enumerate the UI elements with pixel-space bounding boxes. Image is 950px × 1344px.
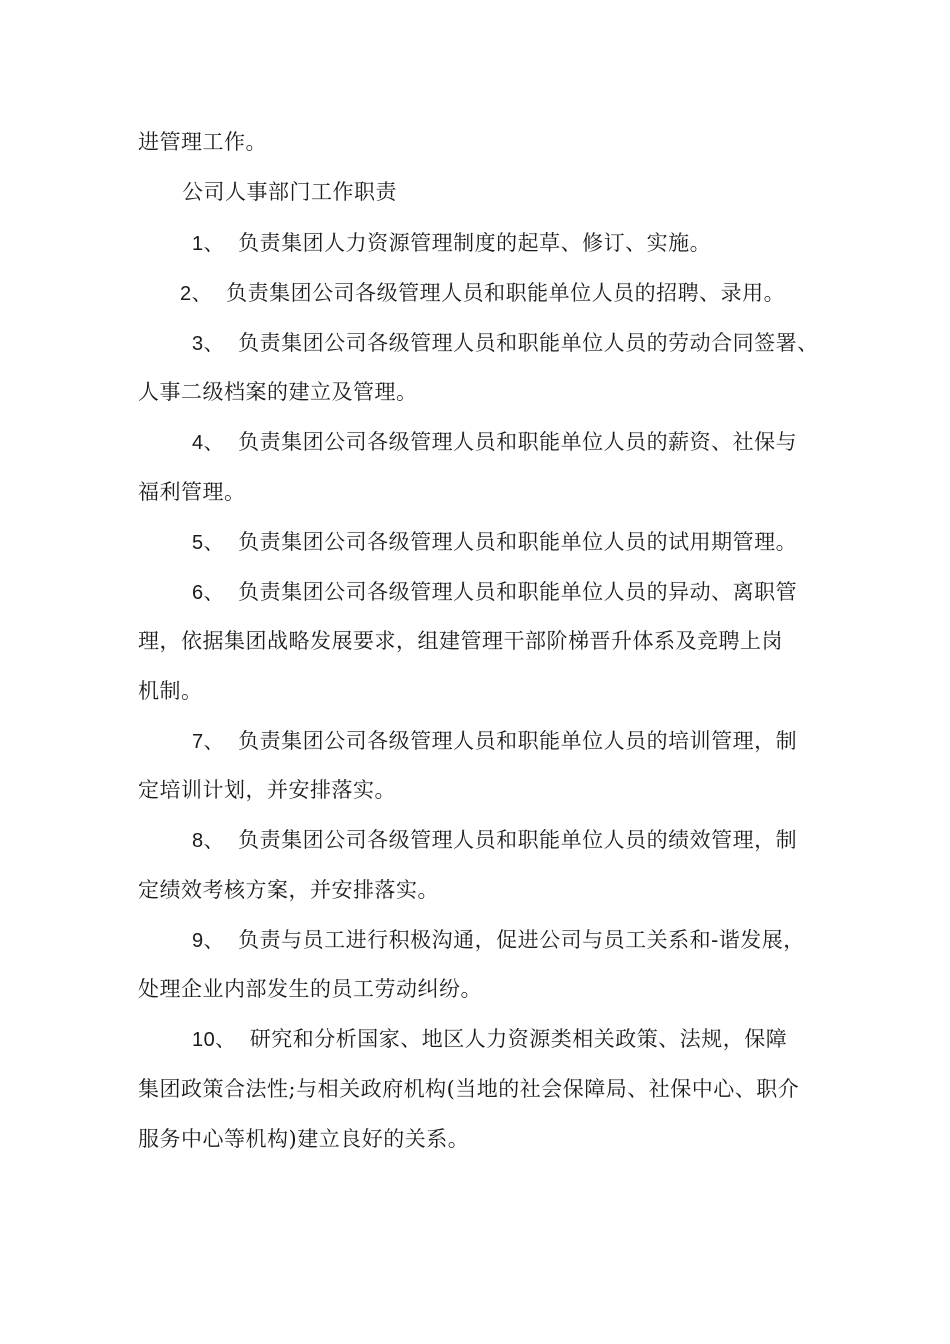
list-item-text: 处理企业内部发生的员工劳动纠纷。 [138,977,482,1001]
list-item-text: 负责集团公司各级管理人员和职能单位人员的招聘、录用。 [226,281,786,305]
list-item-6-continuation [138,676,838,706]
continuation-text [138,127,838,157]
list-item-6 [192,577,892,608]
list-item-text: 研究和分析国家、地区人力资源类相关政策、法规，保障 [249,1027,788,1051]
list-item-text: 机制。 [138,679,203,703]
list-item-3 [192,328,892,359]
list-item-number: 1、 [192,233,225,255]
list-item-number: 3、 [192,333,225,355]
list-item-number: 7、 [192,731,225,753]
continuation-text-content: 进管理工作。 [138,130,267,154]
list-item-number: 4、 [192,432,225,454]
list-item-text: 定绩效考核方案，并安排落实。 [138,878,439,902]
list-item-9-continuation [138,974,838,1004]
list-item-text: 福利管理。 [138,480,246,504]
list-item-7-continuation [138,775,838,805]
list-item-4-continuation [138,477,838,507]
list-item-number: 6、 [192,582,225,604]
list-item-10-continuation [138,1124,838,1154]
list-item-7 [192,726,892,757]
list-item-10 [192,1024,892,1055]
list-item-8-continuation [138,875,838,905]
list-item-text: 理，依据集团战略发展要求，组建管理干部阶梯晋升体系及竞聘上岗 [138,629,783,653]
section-heading-text: 公司人事部门工作职责 [182,180,397,204]
section-heading [182,177,882,207]
list-item-text: 负责集团公司各级管理人员和职能单位人员的劳动合同签署、 [238,331,819,355]
list-item-text: 服务中心等机构)建立良好的关系。 [138,1127,470,1151]
list-item-text: 定培训计划，并安排落实。 [138,778,396,802]
list-item-number: 10、 [192,1029,236,1051]
list-item-10-continuation [138,1074,838,1104]
list-item-3-continuation [138,377,838,407]
list-item-text: 人事二级档案的建立及管理。 [138,380,418,404]
list-item-6-continuation [138,626,838,656]
list-item-5 [192,527,892,558]
list-item-text: 负责集团人力资源管理制度的起草、修订、实施。 [238,231,712,255]
list-item-2 [180,278,880,309]
list-item-text: 负责集团公司各级管理人员和职能单位人员的培训管理，制 [238,729,798,753]
list-item-1 [192,228,892,259]
list-item-text: 负责集团公司各级管理人员和职能单位人员的绩效管理，制 [238,828,798,852]
list-item-text: 负责集团公司各级管理人员和职能单位人员的薪资、社保与 [238,430,798,454]
list-item-9 [192,925,892,956]
list-item-number: 8、 [192,830,225,852]
list-item-text: 负责集团公司各级管理人员和职能单位人员的试用期管理。 [238,530,798,554]
list-item-number: 2、 [180,283,213,305]
list-item-number: 5、 [192,532,225,554]
list-item-text: 负责集团公司各级管理人员和职能单位人员的异动、离职管 [238,580,798,604]
list-item-4 [192,427,892,458]
list-item-number: 9、 [192,930,225,952]
list-item-text: 负责与员工进行积极沟通，促进公司与员工关系和-谐发展， [238,928,805,952]
list-item-8 [192,825,892,856]
list-item-text: 集团政策合法性;与相关政府机构(当地的社会保障局、社保中心、职介 [138,1077,800,1101]
